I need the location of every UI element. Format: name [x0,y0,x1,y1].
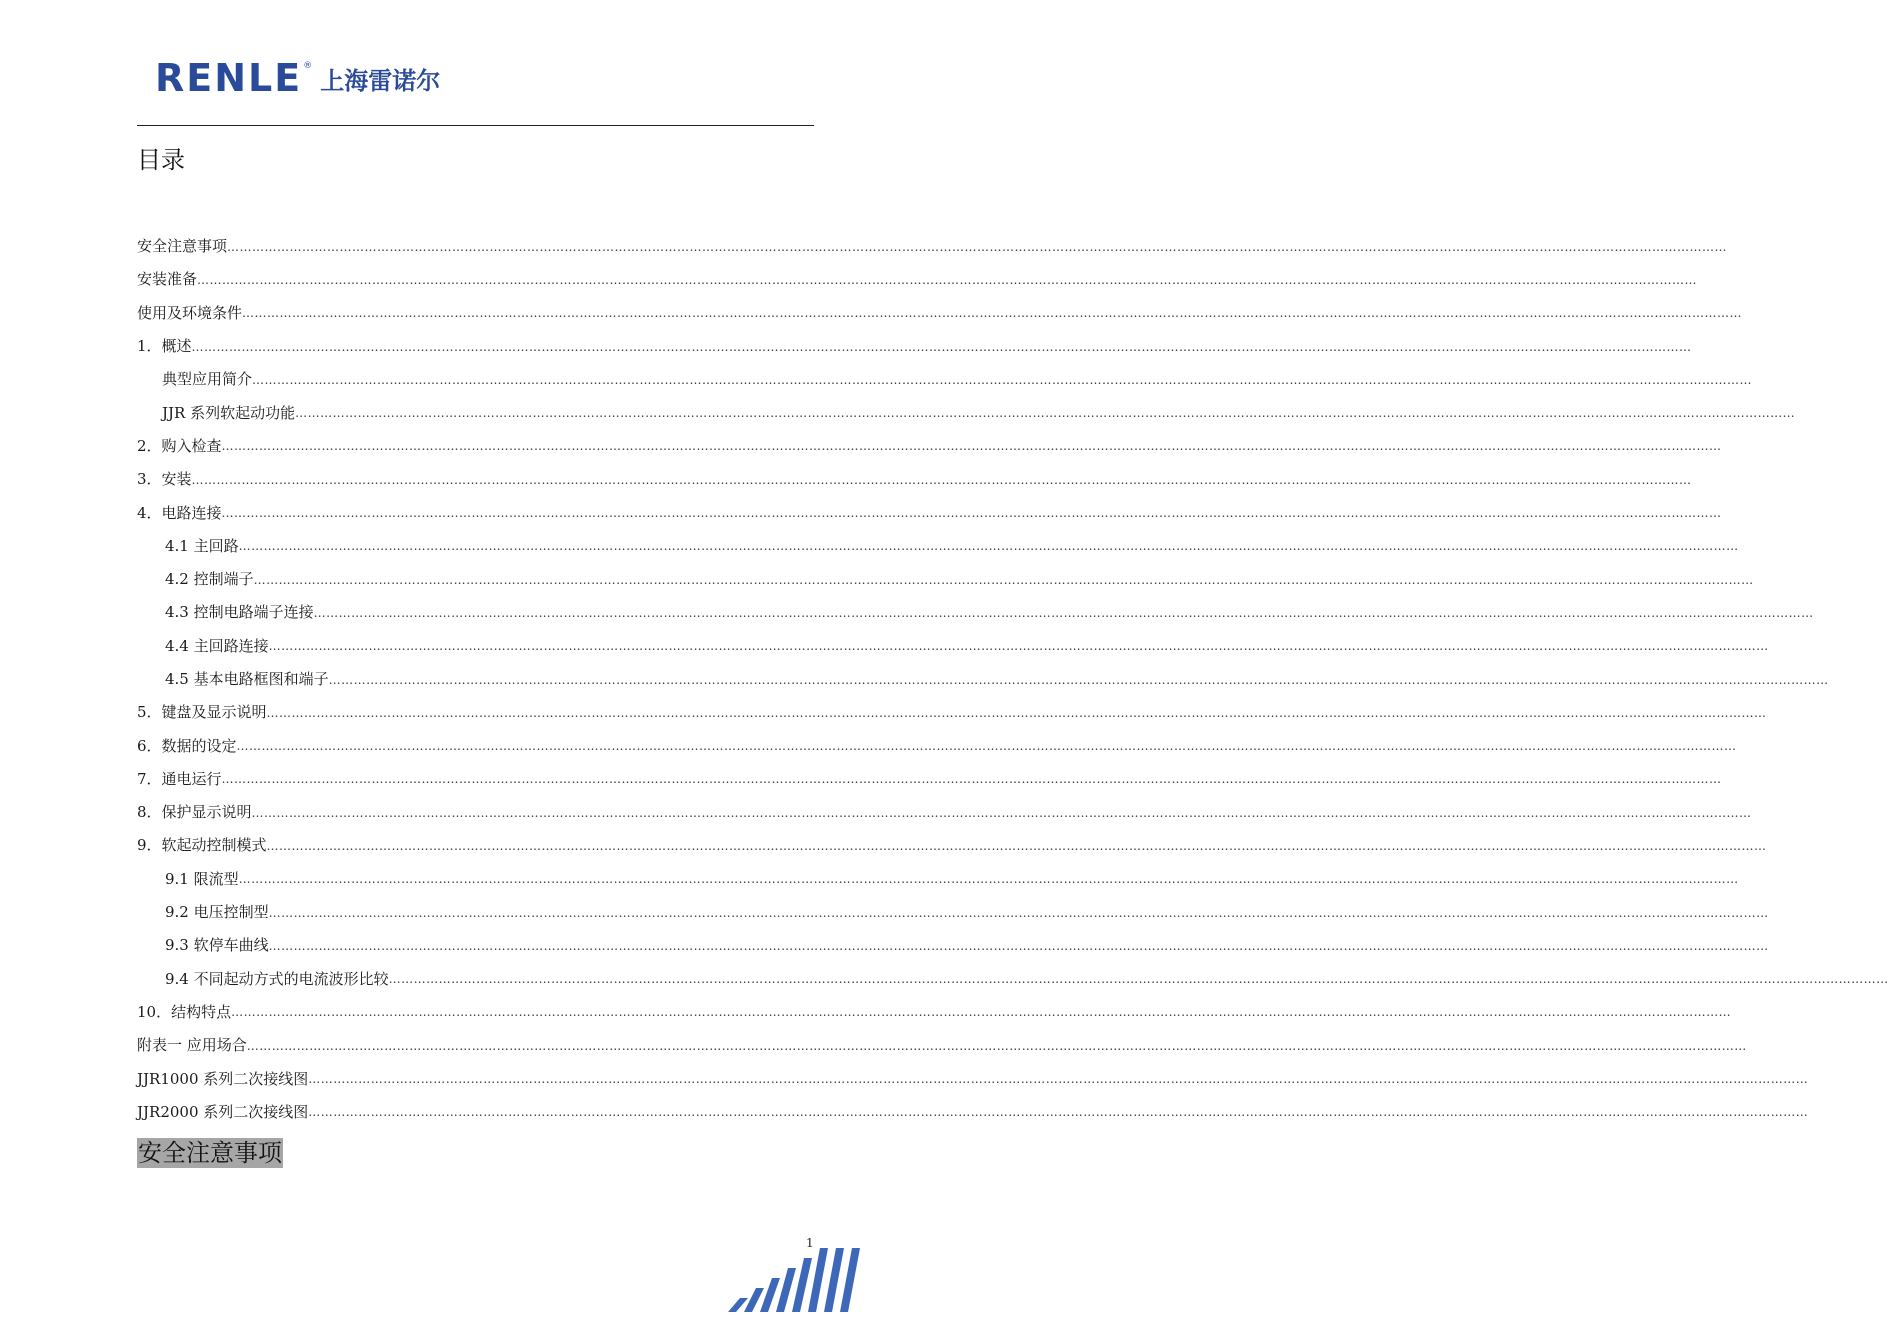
toc-leader-dots: ……………………………………………………………………………………………………………………………………………………………………………………………………………………………………………………………………………………………………………………………… [313,605,1814,620]
toc-entry[interactable] [137,795,1752,828]
toc-entry[interactable] [137,329,1692,362]
stripe [840,1248,860,1312]
toc-leader-dots: ……………………………………………………………………………………………………………………………………………………………………………………………………………………………………………………………………………………………………………………………… [266,705,1767,720]
toc-entry[interactable] [137,296,1743,329]
toc-entry-label: 9．软起动控制模式 [137,836,267,855]
toc-leader-dots: ……………………………………………………………………………………………………………………………………………………………………………………………………………………………………………………………………………………………………………………………… [295,406,1796,421]
logo-chinese-name: 上海雷诺尔 [320,66,441,95]
toc-leader-dots: ……………………………………………………………………………………………………………………………………………………………………………………………………………………………………………………………………………………………………………………………… [328,672,1829,687]
toc-entry-label: 1．概述 [137,337,192,356]
toc-leader-dots: ……………………………………………………………………………………………………………………………………………………………………………………………………………………………………………………………………………………………………………………………… [252,372,1753,387]
toc-leader-dots: ……………………………………………………………………………………………………………………………………………………………………………………………………………………………………………………………………………………………………………………………… [266,838,1767,853]
toc-entry-label: 10．结构特点 [137,1002,232,1021]
page-number: 1 [806,1236,814,1250]
toc-entry-label: 3．安装 [137,470,192,489]
toc-entry[interactable] [137,429,1722,462]
stripe [760,1278,780,1312]
toc-entry-label: 9.1 限流型 [165,869,239,888]
header-rule [137,125,814,126]
toc-entry[interactable] [137,695,1767,728]
toc-entry[interactable] [137,962,1889,995]
stripe [792,1258,812,1312]
toc-entry-label: 4.4 主回路连接 [165,636,269,655]
toc-leader-dots: ……………………………………………………………………………………………………………………………………………………………………………………………………………………………………………………………………………………………………………………………… [246,1038,1747,1053]
corner-stripes-graphic [720,1248,870,1314]
toc-entry-label: 4．电路连接 [137,503,222,522]
toc-entry[interactable] [137,1028,1747,1061]
toc-entry-label: JJR 系列软起动功能 [162,403,296,422]
toc-entry[interactable] [137,462,1692,495]
toc-entry-label: 4.3 控制电路端子连接 [165,603,314,622]
logo-wordmark: RENLE [155,56,303,100]
stripe [728,1298,748,1312]
toc-leader-dots: ……………………………………………………………………………………………………………………………………………………………………………………………………………………………………………………………………………………………………………………………… [253,572,1754,587]
toc-entry[interactable] [137,529,1739,562]
toc-entry[interactable] [137,595,1814,628]
toc-entry[interactable] [137,262,1698,295]
toc-leader-dots: ……………………………………………………………………………………………………………………………………………………………………………………………………………………………………………………………………………………………………………………………… [242,306,1743,321]
toc-leader-dots: ……………………………………………………………………………………………………………………………………………………………………………………………………………………………………………………………………………………………………………………………… [197,272,1698,287]
toc-entry-label: 6．数据的设定 [137,736,237,755]
toc-entry-label: 8．保护显示说明 [137,803,252,822]
toc-leader-dots: ……………………………………………………………………………………………………………………………………………………………………………………………………………………………………………………………………………………………………………………………… [308,1105,1809,1120]
toc-entry[interactable] [137,662,1829,695]
toc-entry[interactable] [137,1061,1809,1094]
toc-entry[interactable] [137,728,1737,761]
toc-leader-dots: ……………………………………………………………………………………………………………………………………………………………………………………………………………………………………………………………………………………………………………………………… [227,239,1728,254]
toc-entry[interactable] [137,395,1796,428]
toc-entry[interactable] [137,362,1753,395]
toc-entry-label: 4.2 控制端子 [165,570,254,589]
toc-leader-dots: ……………………………………………………………………………………………………………………………………………………………………………………………………………………………………………………………………………………………………………………………… [238,872,1739,887]
stripe [744,1288,764,1312]
toc-entry-label: 9.2 电压控制型 [165,903,269,922]
toc-entry-label: 2．购入检查 [137,436,222,455]
toc-entry[interactable] [137,629,1769,662]
toc-entry-label: 4.1 主回路 [165,536,239,555]
toc-entry[interactable] [137,762,1722,795]
toc-entry-label: 5．键盘及显示说明 [137,703,267,722]
toc-entry[interactable] [137,895,1769,928]
toc-entry-label: JJR2000 系列二次接线图 [137,1102,309,1121]
section-heading: 安全注意事项 [138,1139,282,1167]
stripe [776,1268,796,1312]
toc-entry[interactable] [137,995,1732,1028]
table-of-contents [137,229,1889,1128]
toc-entry-label: 使用及环境条件 [137,303,243,322]
toc-title: 目录 [137,146,185,174]
toc-entry-label: 安装准备 [137,270,198,289]
toc-leader-dots: ……………………………………………………………………………………………………………………………………………………………………………………………………………………………………………………………………………………………………………………………… [191,472,1692,487]
toc-leader-dots: ……………………………………………………………………………………………………………………………………………………………………………………………………………………………………………………………………………………………………………………………… [191,339,1692,354]
toc-entry[interactable] [137,928,1769,961]
toc-entry-label: JJR1000 系列二次接线图 [137,1069,309,1088]
toc-leader-dots: ……………………………………………………………………………………………………………………………………………………………………………………………………………………………………………………………………………………………………………………………… [221,439,1722,454]
toc-leader-dots: ……………………………………………………………………………………………………………………………………………………………………………………………………………………………………………………………………………………………………………………………… [308,1072,1809,1087]
toc-entry-label: 典型应用简介 [162,370,253,389]
toc-entry[interactable] [137,862,1739,895]
company-logo [155,58,440,98]
toc-entry-label: 安全注意事项 [137,237,228,256]
toc-leader-dots: ……………………………………………………………………………………………………………………………………………………………………………………………………………………………………………………………………………………………………………………………… [268,938,1769,953]
stripe-group [728,1248,860,1312]
stripe [824,1248,844,1312]
stripe [808,1248,828,1312]
toc-leader-dots: ……………………………………………………………………………………………………………………………………………………………………………………………………………………………………………………………………………………………………………………………… [268,639,1769,654]
toc-leader-dots: ……………………………………………………………………………………………………………………………………………………………………………………………………………………………………………………………………………………………………………………………… [251,805,1752,820]
toc-entry[interactable] [137,562,1754,595]
toc-entry[interactable] [137,1095,1809,1128]
toc-entry[interactable] [137,828,1767,861]
toc-leader-dots: ……………………………………………………………………………………………………………………………………………………………………………………………………………………………………………………………………………………………………………………………… [238,539,1739,554]
toc-leader-dots: ……………………………………………………………………………………………………………………………………………………………………………………………………………………………………………………………………………………………………………………………… [388,972,1889,987]
toc-entry[interactable] [137,495,1722,528]
toc-entry[interactable] [137,229,1728,262]
toc-leader-dots: ……………………………………………………………………………………………………………………………………………………………………………………………………………………………………………………………………………………………………………………………… [221,506,1722,521]
toc-entry-label: 9.4 不同起动方式的电流波形比较 [165,969,389,988]
registered-mark: ® [303,61,313,71]
toc-entry-label: 9.3 软停车曲线 [165,936,269,955]
toc-entry-label: 7．通电运行 [137,769,222,788]
toc-entry-label: 4.5 基本电路框图和端子 [165,670,329,688]
toc-leader-dots: ……………………………………………………………………………………………………………………………………………………………………………………………………………………………………………………………………………………………………………………………… [221,772,1722,787]
toc-leader-dots: ……………………………………………………………………………………………………………………………………………………………………………………………………………………………………………………………………………………………………………………………… [236,739,1737,754]
toc-leader-dots: ……………………………………………………………………………………………………………………………………………………………………………………………………………………………………………………………………………………………………………………………… [231,1005,1732,1020]
toc-leader-dots: ……………………………………………………………………………………………………………………………………………………………………………………………………………………………………………………………………………………………………………………………… [268,905,1769,920]
toc-entry-label: 附表一 应用场合 [137,1036,247,1055]
